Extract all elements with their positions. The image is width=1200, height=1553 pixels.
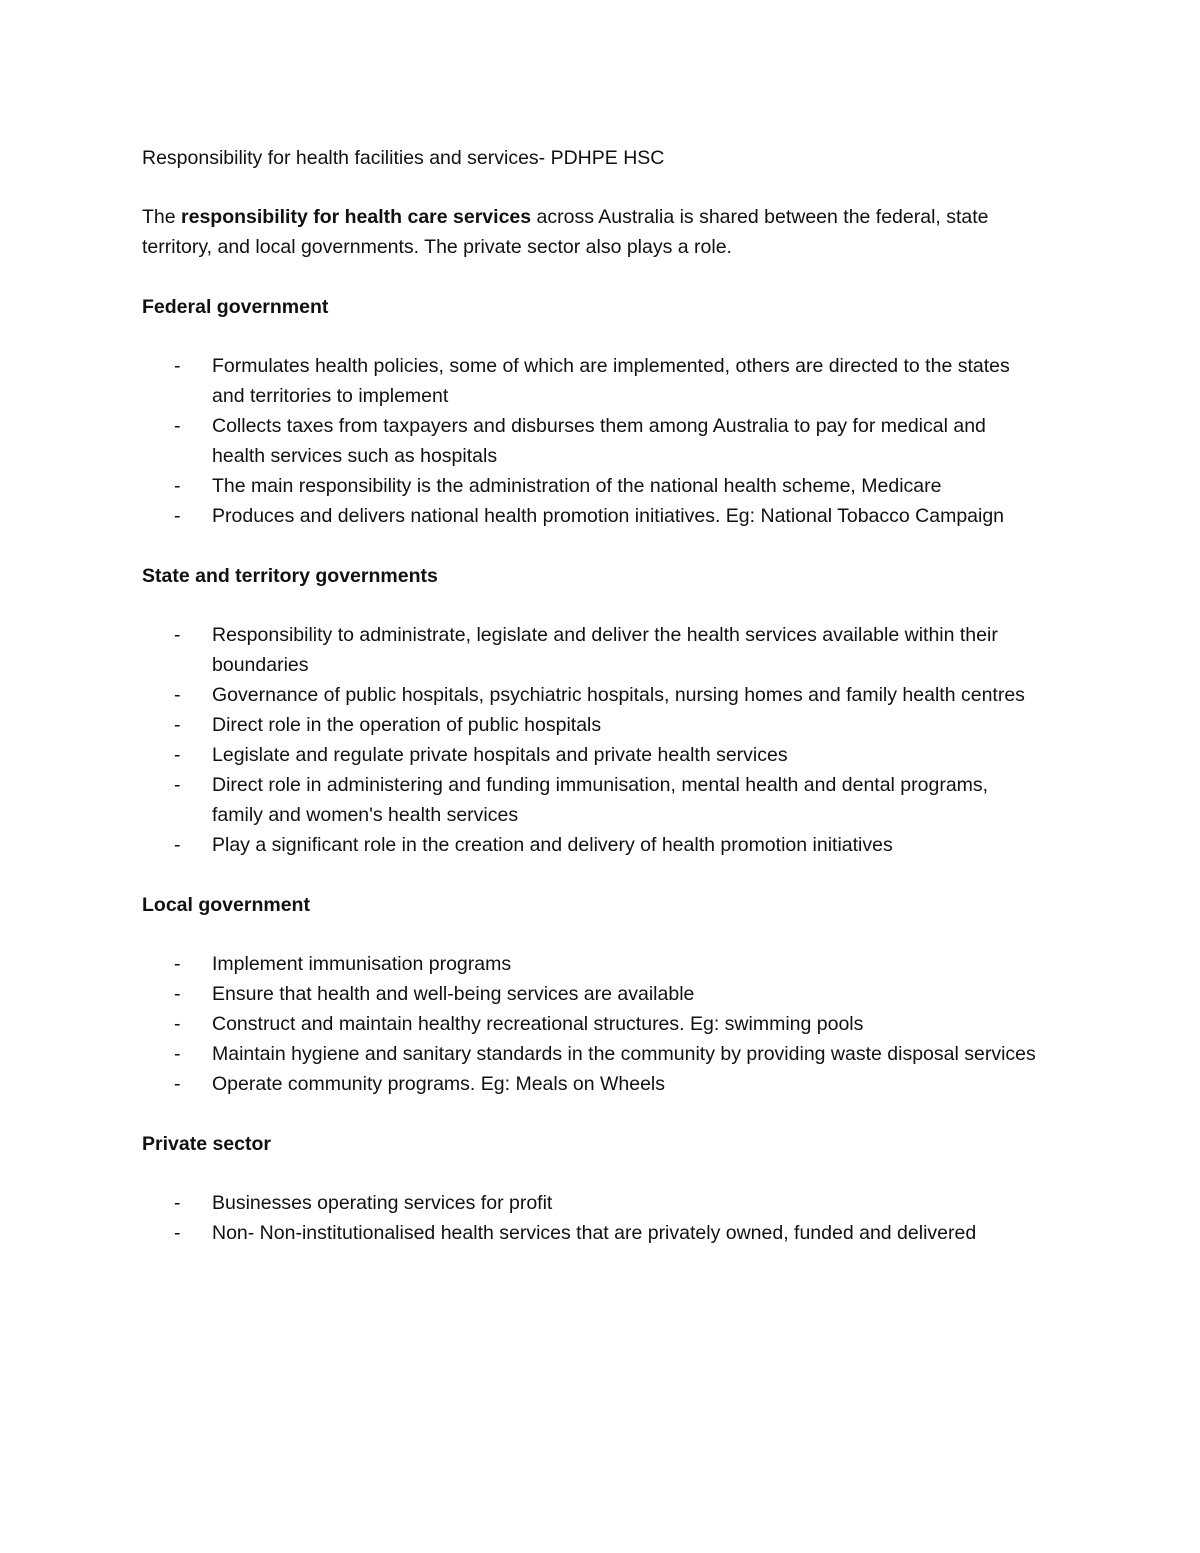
list-item-text: Play a significant role in the creation and delivery of health promotion initiatives xyxy=(212,834,893,856)
bullet-list-private xyxy=(142,1188,1072,1248)
list-item xyxy=(142,411,1042,471)
list-item xyxy=(142,680,1042,710)
list-item xyxy=(142,620,1042,680)
list-item-text: Ensure that health and well-being services are available xyxy=(212,983,695,1005)
intro-suffix: across Australia is shared between the federal, state territory, and local governments. The private sector also plays a role. xyxy=(142,206,989,258)
list-item xyxy=(142,501,1042,531)
list-item-text: The main responsibility is the administration of the national health scheme, Medicare xyxy=(212,475,942,497)
list-item xyxy=(142,1188,1042,1218)
bullet-dash: - xyxy=(174,744,181,766)
list-item-text: Responsibility to administrate, legislate and deliver the health services available within their boundaries xyxy=(212,624,998,676)
section-heading-local: Local government xyxy=(142,894,310,916)
bullet-list-state xyxy=(142,620,1072,860)
list-item xyxy=(142,830,1042,860)
bullet-dash: - xyxy=(174,1222,181,1244)
bullet-dash: - xyxy=(174,1073,181,1095)
list-item xyxy=(142,949,1042,979)
list-item-text: Governance of public hospitals, psychiatric hospitals, nursing homes and family health centres xyxy=(212,684,1025,706)
bullet-dash: - xyxy=(174,953,181,975)
bullet-dash: - xyxy=(174,1192,181,1214)
bullet-dash: - xyxy=(174,774,181,796)
section-heading-state: State and territory governments xyxy=(142,565,438,587)
bullet-dash: - xyxy=(174,1013,181,1035)
bullet-dash: - xyxy=(174,475,181,497)
list-item-text: Businesses operating services for profit xyxy=(212,1192,553,1214)
bullet-dash: - xyxy=(174,415,181,437)
bullet-dash: - xyxy=(174,834,181,856)
list-item-text: Collects taxes from taxpayers and disburses them among Australia to pay for medical and health services such as hospitals xyxy=(212,415,986,467)
list-item-text: Construct and maintain healthy recreational structures. Eg: swimming pools xyxy=(212,1013,864,1035)
list-item xyxy=(142,740,1042,770)
bullet-dash: - xyxy=(174,714,181,736)
list-item-text: Operate community programs. Eg: Meals on Wheels xyxy=(212,1073,666,1095)
bullet-dash: - xyxy=(174,983,181,1005)
bullet-dash: - xyxy=(174,355,181,377)
list-item xyxy=(142,1218,1042,1248)
bullet-list-local xyxy=(142,949,1072,1099)
list-item-text: Direct role in the operation of public hospitals xyxy=(212,714,602,736)
section-heading-federal: Federal government xyxy=(142,296,329,318)
list-item-text: Implement immunisation programs xyxy=(212,953,512,975)
list-item xyxy=(142,710,1042,740)
bullet-dash: - xyxy=(174,684,181,706)
list-item-text: Non- Non-institutionalised health services that are privately owned, funded and delivered xyxy=(212,1222,977,1244)
intro-paragraph xyxy=(142,202,1062,262)
list-item-text: Direct role in administering and funding immunisation, mental health and dental programs, family and women's health services xyxy=(212,774,989,826)
bullet-dash: - xyxy=(174,505,181,527)
bullet-dash: - xyxy=(174,1043,181,1065)
list-item-text: Maintain hygiene and sanitary standards in the community by providing waste disposal services xyxy=(212,1043,1036,1065)
list-item xyxy=(142,1009,1042,1039)
bullet-dash: - xyxy=(174,624,181,646)
intro-bold-phrase: responsibility for health care services xyxy=(181,206,532,228)
document-title: Responsibility for health facilities and services- PDHPE HSC xyxy=(142,147,665,169)
bullet-list-federal xyxy=(142,351,1072,531)
document-page xyxy=(142,143,1072,1248)
list-item xyxy=(142,770,1042,830)
intro-prefix: The xyxy=(142,206,182,228)
list-item xyxy=(142,1039,1042,1069)
section-heading-private: Private sector xyxy=(142,1133,271,1155)
list-item xyxy=(142,351,1042,411)
list-item xyxy=(142,1069,1042,1099)
list-item xyxy=(142,471,1042,501)
list-item-text: Formulates health policies, some of which are implemented, others are directed to the states and territories to implement xyxy=(212,355,1010,407)
list-item-text: Produces and delivers national health promotion initiatives. Eg: National Tobacco Campaign xyxy=(212,505,1005,527)
list-item xyxy=(142,979,1042,1009)
list-item-text: Legislate and regulate private hospitals and private health services xyxy=(212,744,788,766)
